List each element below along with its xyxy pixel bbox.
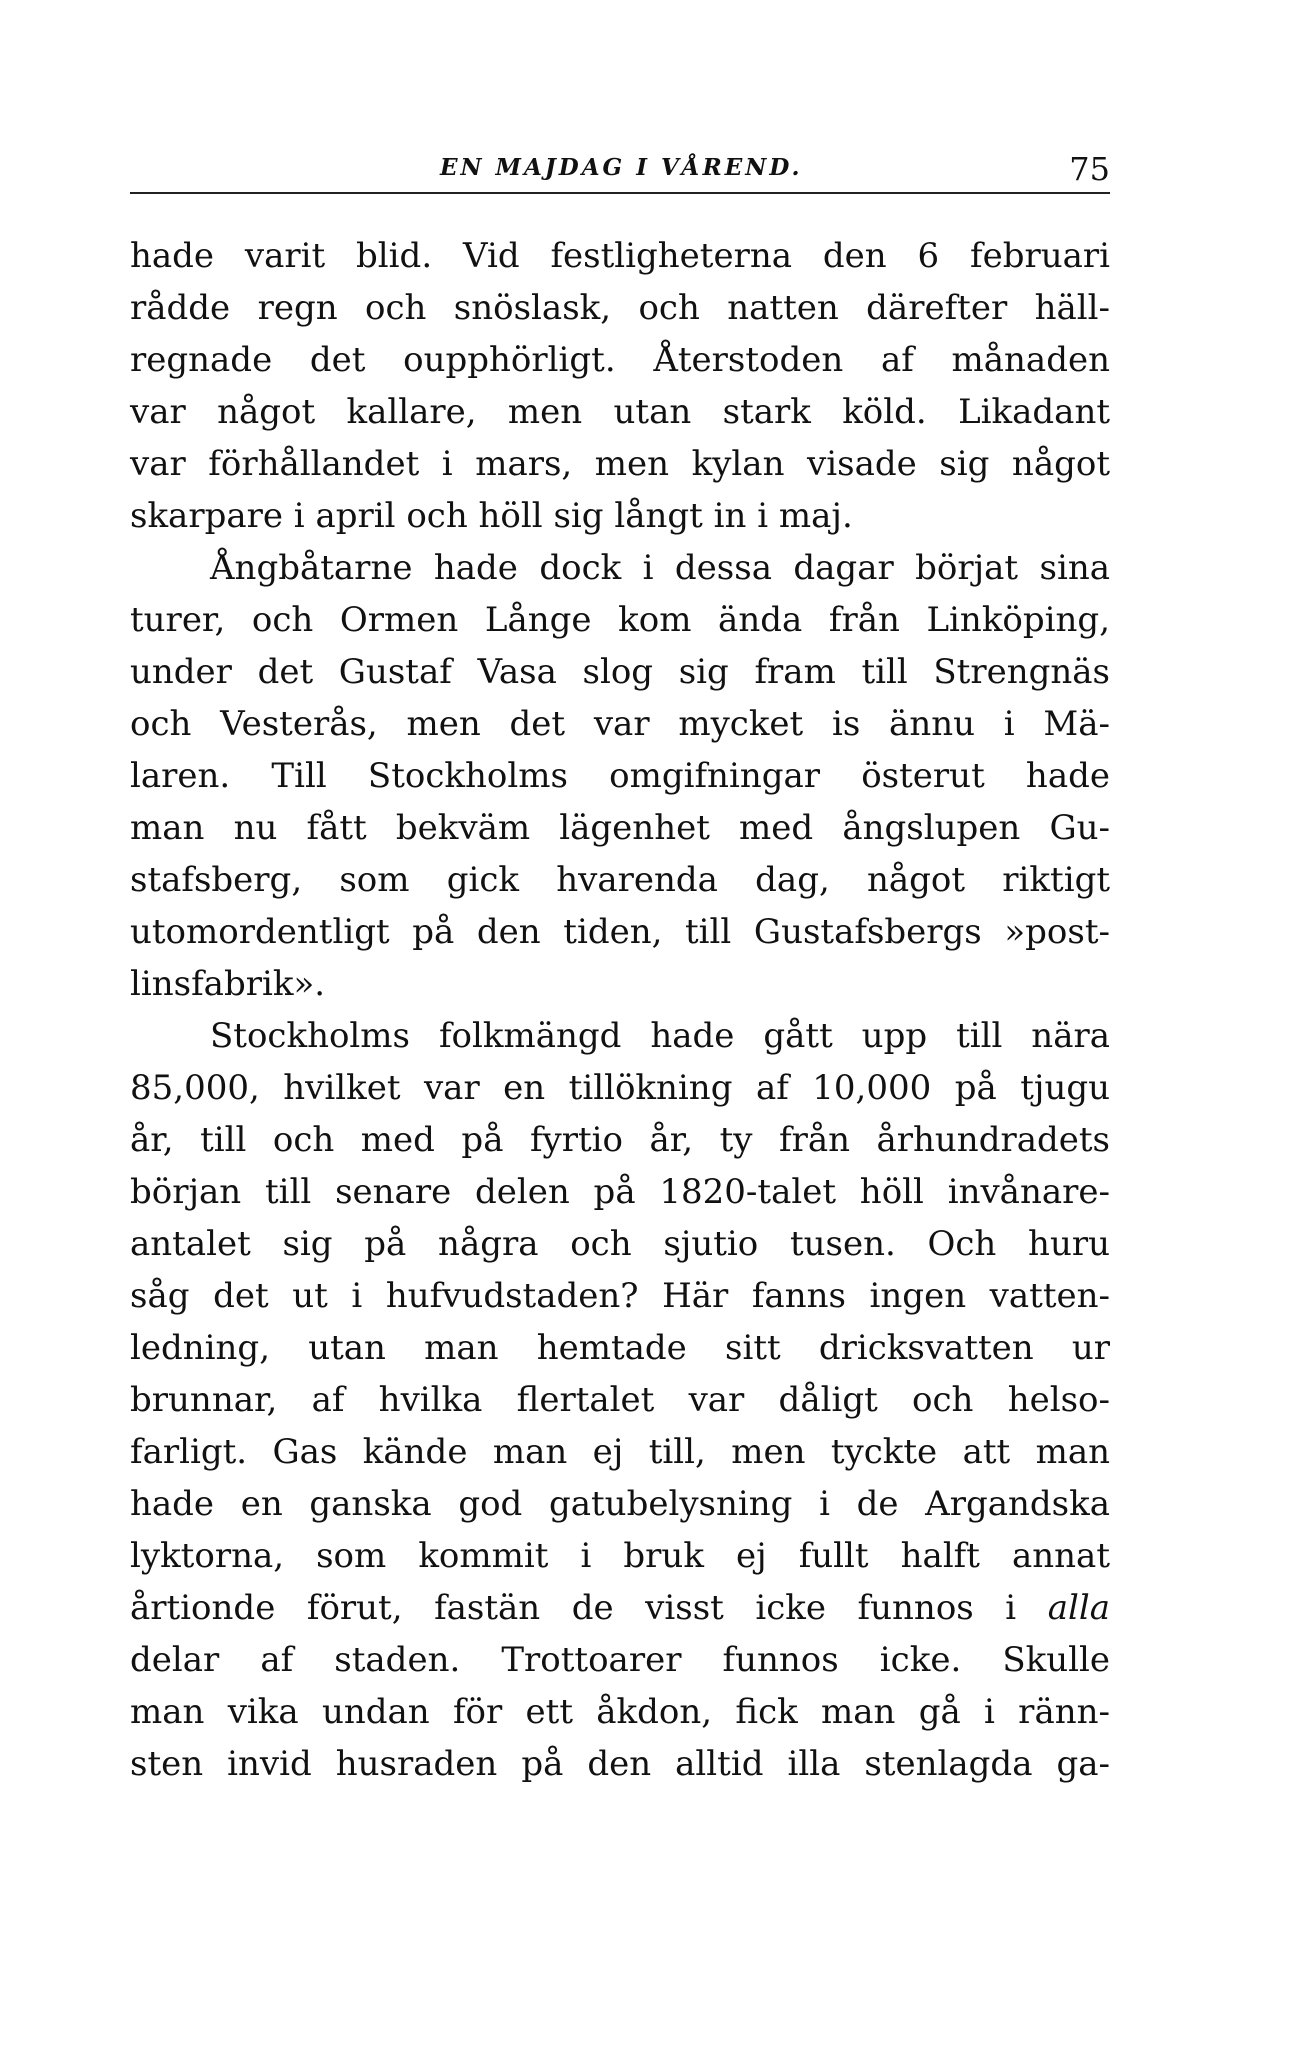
- text-line: man nu fått bekväm lägenhet med ångslupen Gu-: [130, 808, 1110, 848]
- text-line: lyktorna, som kommit i bruk ej fullt halft annat: [130, 1536, 1110, 1576]
- text-line: turer, och Ormen Långe kom ända från Linköping,: [130, 600, 1110, 640]
- text-line: såg det ut i hufvudstaden? Här fanns ingen vatten-: [130, 1276, 1110, 1316]
- text-line: var något kallare, men utan stark köld. Likadant: [130, 392, 1110, 432]
- page-header: [130, 140, 1110, 200]
- paragraph-end-line: linsfabrik».: [130, 964, 326, 1004]
- text-line: man vika undan för ett åkdon, fick man gå i ränn-: [130, 1692, 1110, 1732]
- text-line: var förhållandet i mars, men kylan visade sig något: [130, 444, 1110, 484]
- paragraph-start-line: Stockholms folkmängd hade gått upp till nära: [210, 1016, 1110, 1056]
- text-line: under det Gustaf Vasa slog sig fram till Strengnäs: [130, 652, 1110, 692]
- header-rule: [130, 192, 1110, 194]
- text-line: brunnar, af hvilka flertalet var dåligt och helso-: [130, 1380, 1110, 1420]
- text-line-with-italic: [130, 1582, 1110, 1634]
- page-number: 75: [1069, 150, 1110, 188]
- text-line: laren. Till Stockholms omgifningar österut hade: [130, 756, 1110, 796]
- text-line: regnade det oupphörligt. Återstoden af månaden: [130, 340, 1110, 380]
- text-line: början till senare delen på 1820-talet höll invånare-: [130, 1172, 1110, 1212]
- text-line: farligt. Gas kände man ej till, men tyckte att man: [130, 1432, 1110, 1472]
- text-line: hade en ganska god gatubelysning i de Argandska: [130, 1484, 1110, 1524]
- paragraph-start-line: Ångbåtarne hade dock i dessa dagar börjat sina: [210, 548, 1110, 588]
- text-line: antalet sig på några och sjutio tusen. Och huru: [130, 1224, 1110, 1264]
- text-line: delar af staden. Trottoarer funnos icke. Skulle: [130, 1640, 1110, 1680]
- text-line: år, till och med på fyrtio år, ty från århundradets: [130, 1120, 1110, 1160]
- running-title: EN MAJDAG I VÅREND.: [440, 154, 803, 181]
- text-segment: årtionde förut, fastän de visst icke funnos i: [130, 1588, 1017, 1628]
- text-line: ledning, utan man hemtade sitt dricksvatten ur: [130, 1328, 1110, 1368]
- text-line: 85,000, hvilket var en tillökning af 10,000 på tjugu: [130, 1068, 1110, 1108]
- text-line: och Vesterås, men det var mycket is ännu i Mä-: [130, 704, 1110, 744]
- text-line: utomordentligt på den tiden, till Gustafsbergs »post-: [130, 912, 1110, 952]
- body-text: [130, 230, 1110, 1790]
- paragraph-end-line: skarpare i april och höll sig långt in i maj.: [130, 496, 853, 536]
- italic-word: alla: [1047, 1588, 1110, 1628]
- text-line: hade varit blid. Vid festligheterna den 6 februari: [130, 236, 1110, 276]
- text-line: sten invid husraden på den alltid illa stenlagda ga-: [130, 1744, 1110, 1784]
- text-line: stafsberg, som gick hvarenda dag, något riktigt: [130, 860, 1110, 900]
- text-line: rådde regn och snöslask, och natten därefter häll-: [130, 288, 1110, 328]
